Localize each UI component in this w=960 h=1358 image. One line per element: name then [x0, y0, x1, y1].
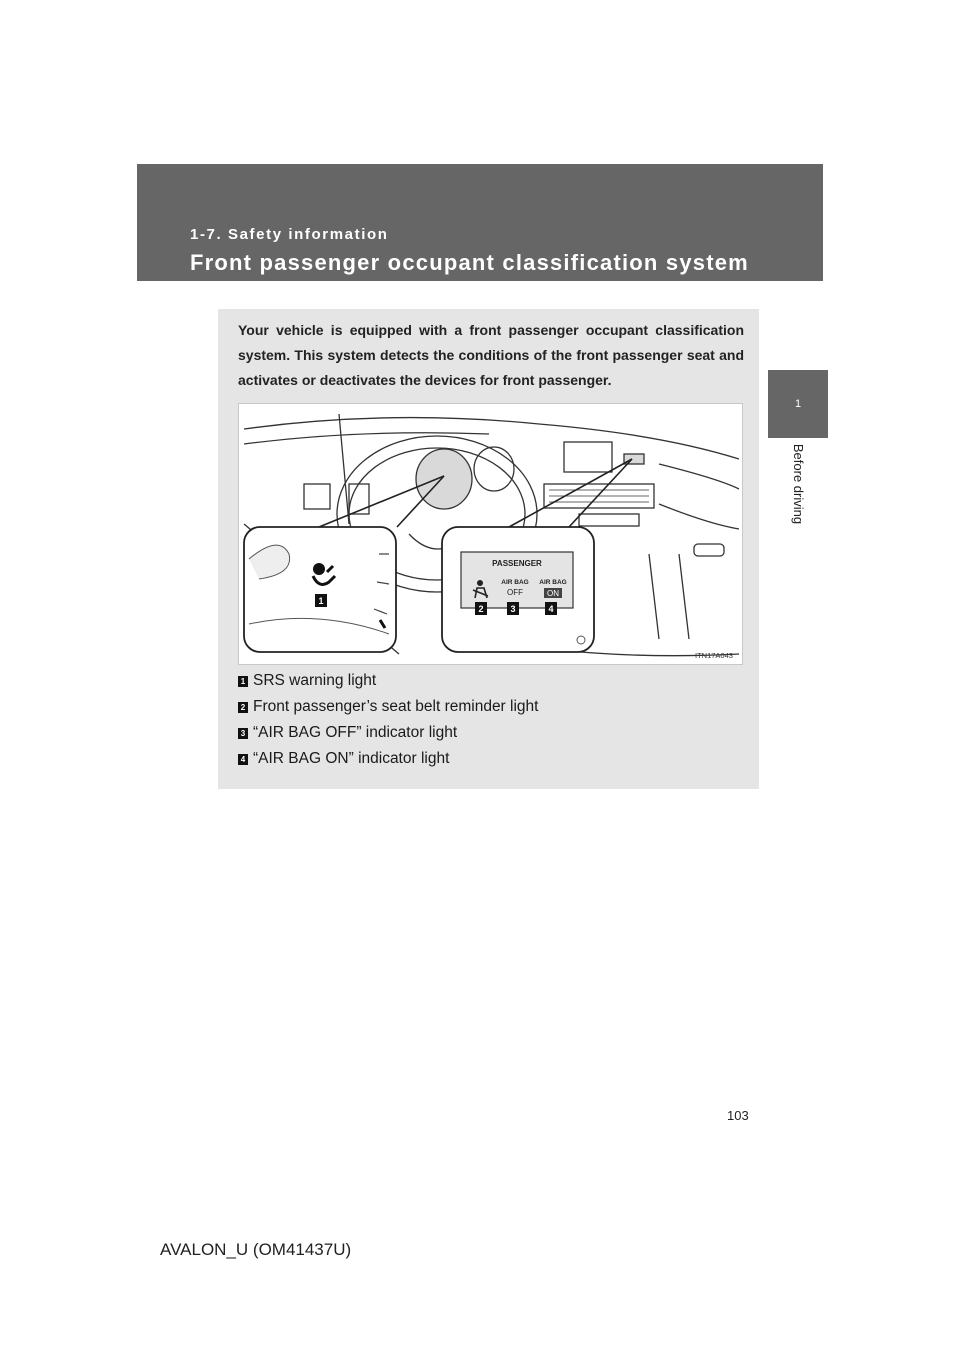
chapter-number: 1 [794, 398, 802, 410]
passenger-panel-zoom-callout [442, 527, 594, 652]
svg-text:AIR BAG: AIR BAG [501, 579, 529, 586]
svg-text:AIR BAG: AIR BAG [539, 579, 567, 586]
number-badge: 1 [238, 676, 248, 687]
document-id: AVALON_U (OM41437U) [160, 1240, 352, 1259]
airbag-warning-icon [313, 563, 325, 575]
number-badge: 4 [238, 754, 248, 765]
callout-lines [319, 459, 632, 527]
chapter-label: Before driving [791, 443, 806, 525]
passenger-panel-title: PASSENGER [492, 559, 542, 568]
air-bag-on-label: ON [547, 589, 559, 598]
legend-text: Front passenger’s seat belt reminder light [253, 698, 539, 715]
legend-text: “AIR BAG ON” indicator light [253, 750, 450, 767]
chapter-tab[interactable] [768, 370, 828, 438]
section-label: 1-7. Safety information [190, 226, 389, 243]
legend-text: SRS warning light [253, 672, 377, 689]
legend-list [238, 668, 738, 772]
legend-item [238, 694, 738, 720]
figure-code: ITN17A043 [695, 651, 733, 660]
page-number: 103 [727, 1108, 749, 1123]
legend-item [238, 668, 738, 694]
callout-3: 3 [510, 604, 516, 614]
legend-item [238, 720, 738, 746]
srs-zoom-callout [244, 527, 396, 652]
callout-2: 2 [478, 604, 484, 614]
callout-1: 1 [318, 596, 324, 606]
legend-text: “AIR BAG OFF” indicator light [253, 724, 458, 741]
page-title: Front passenger occupant classification system [190, 250, 749, 275]
legend-item [238, 746, 738, 772]
intro-text: Your vehicle is equipped with a front passenger occupant classification system. This system detects the conditions of the front passenger seat and activates or deactivates the devices for front passenger. [238, 322, 744, 388]
callout-4: 4 [548, 604, 554, 614]
seatbelt-reminder-icon [477, 580, 483, 586]
number-badge: 3 [238, 728, 248, 739]
dashboard-illustration [238, 403, 743, 665]
air-bag-off-label: OFF [507, 588, 523, 597]
number-badge: 2 [238, 702, 248, 713]
